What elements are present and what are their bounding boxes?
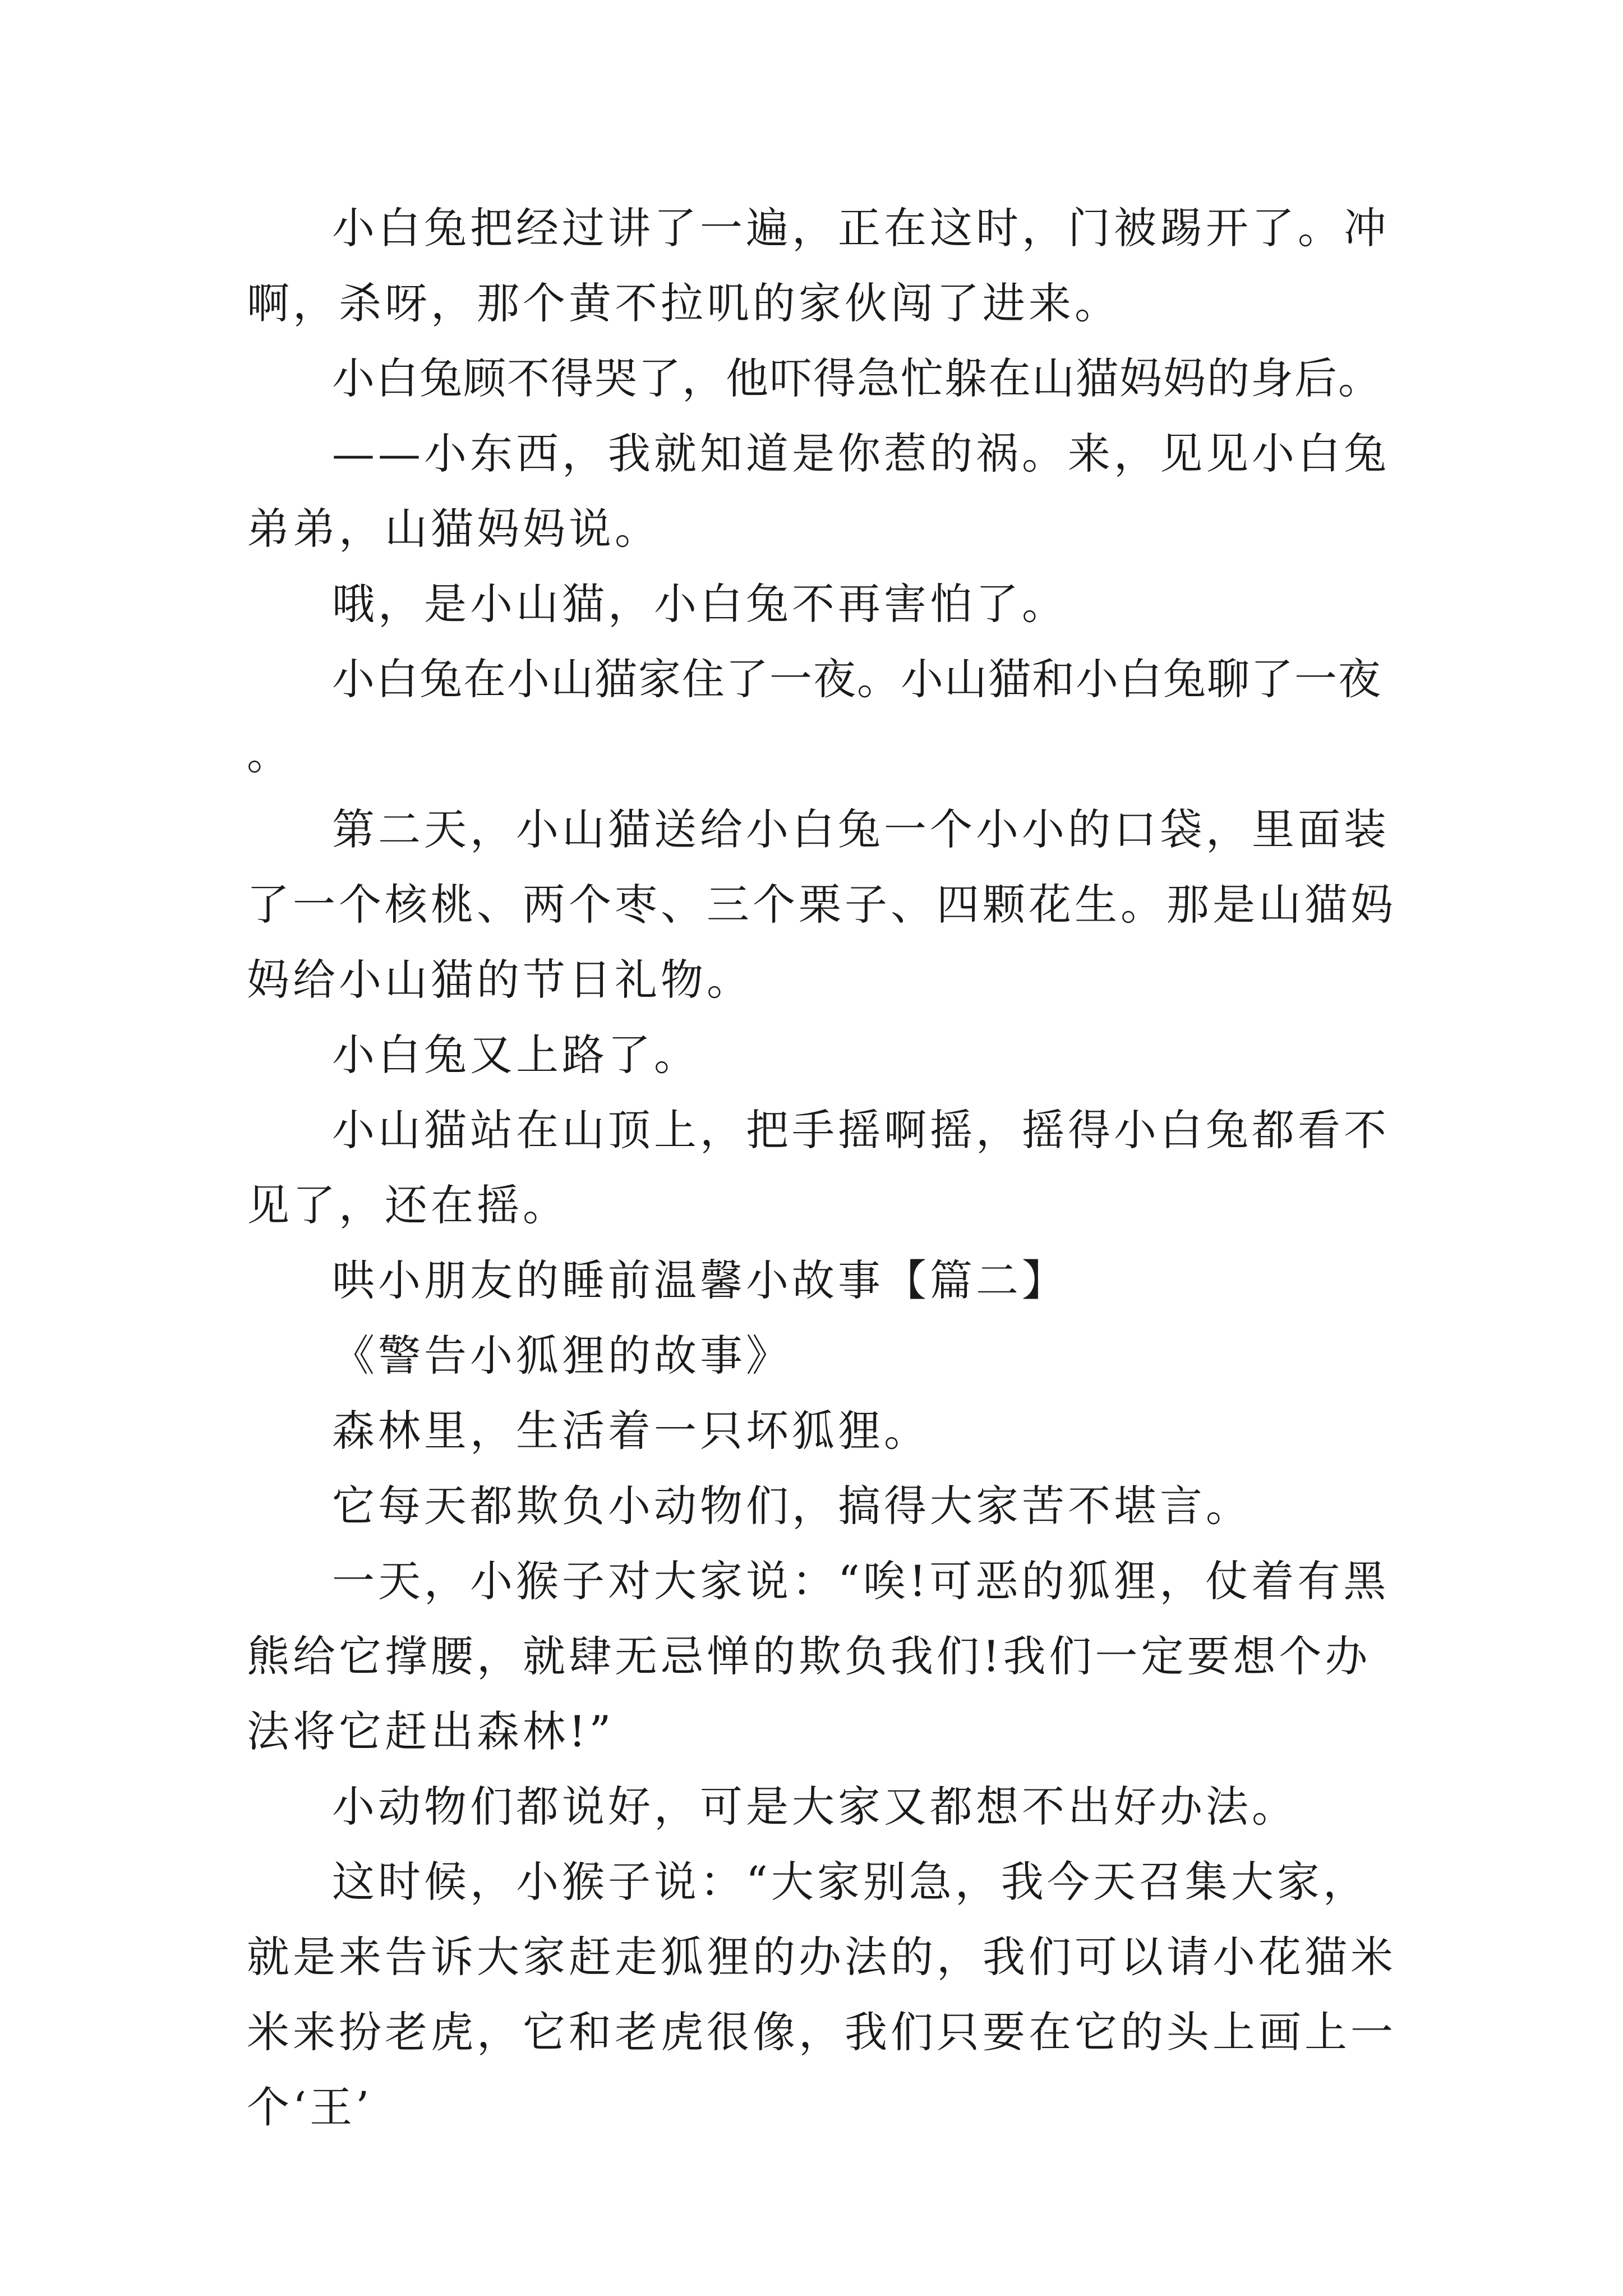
paragraph: 森林里，生活着一只坏狐狸。 xyxy=(332,1406,930,1456)
paragraph: 哦，是小山猫，小白兔不再害怕了。 xyxy=(332,579,1068,629)
paragraph: 小山猫站在山顶上，把手摇啊摇，摇得小白兔都看不见了，还在摇。 xyxy=(247,1105,1390,1230)
story-title: 《警告小狐狸的故事》 xyxy=(332,1331,792,1381)
paragraph: 第二天，小山猫送给小白兔一个小小的口袋，里面装了一个核桃、两个枣、三个栗子、四颗花生。那是山猫妈妈给小山猫的节日礼物。 xyxy=(247,804,1396,1005)
document-body xyxy=(247,191,1396,2145)
paragraph: 小白兔又上路了。 xyxy=(332,1030,700,1080)
paragraph: 它每天都欺负小动物们，搞得大家苦不堪言。 xyxy=(332,1481,1252,1531)
paragraph: 小动物们都说好，可是大家又都想不出好办法。 xyxy=(332,1782,1298,1832)
section-heading: 哄小朋友的睡前温馨小故事【篇二】 xyxy=(332,1255,1068,1305)
paragraph: 小白兔顾不得哭了，他吓得急忙躲在山猫妈妈的身后。 xyxy=(332,353,1382,403)
paragraph: 这时候，小猴子说：“大家别急，我今天召集大家，就是来告诉大家赶走狐狸的办法的，我们可以请小花猫米米来扮老虎，它和老虎很像，我们只要在它的头上画上一个‘王’ xyxy=(247,1857,1396,2132)
paragraph: 一天，小猴子对大家说：“唉!可恶的狐狸，仗着有黑熊给它撑腰，就肆无忌惮的欺负我们!我们一定要想个办法将它赶出森林!” xyxy=(247,1556,1390,1756)
paragraph: 小白兔把经过讲了一遍，正在这时，门被踢开了。冲啊，杀呀，那个黄不拉叽的家伙闯了进来。 xyxy=(247,203,1390,328)
paragraph: 小白兔在小山猫家住了一夜。小山猫和小白兔聊了一夜。 xyxy=(247,654,1382,779)
paragraph: ——小东西，我就知道是你惹的祸。来，见见小白兔弟弟，山猫妈妈说。 xyxy=(247,429,1390,554)
